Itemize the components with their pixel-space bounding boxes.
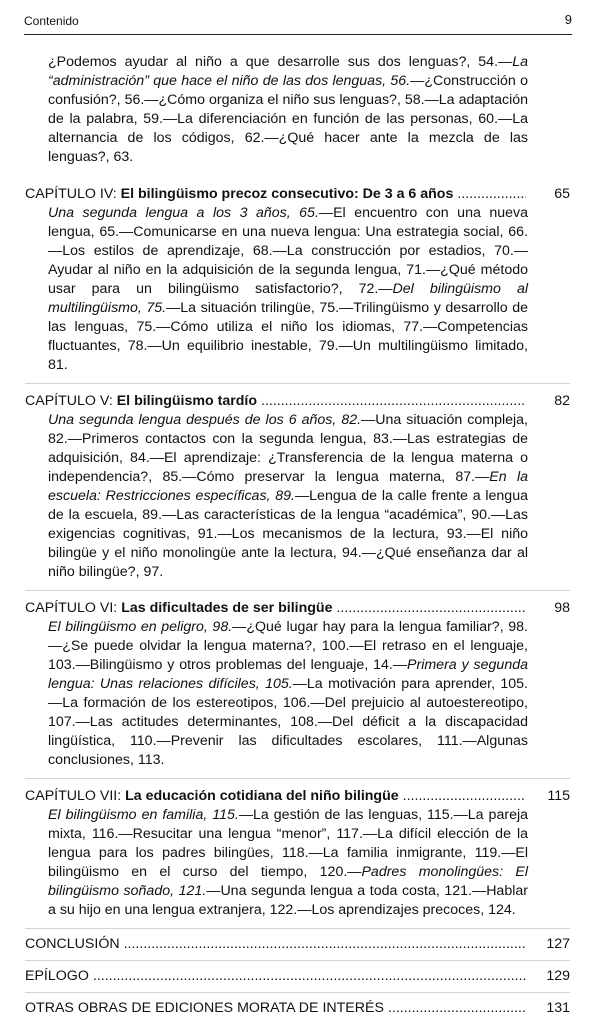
chapter-summary	[48, 204, 528, 375]
toc-entry-heading[interactable]	[25, 999, 570, 1018]
chapter-entry-vi	[25, 591, 570, 779]
page-number: 9	[564, 12, 572, 27]
subsection-text: —Una situación compleja, 82.—Primeros contactos con la segunda lengua, 83.—Las estrategias de adquisición, 84.—El aprendizaje: ¿Transferencia de la lengua materna o independencia?, 85.—Cómo preservar la lengua materna, 87.—	[48, 412, 528, 485]
chapter-page: 82	[554, 393, 570, 409]
table-of-contents	[25, 53, 570, 1024]
dot-leader	[93, 967, 526, 986]
chapter-page: 115	[547, 788, 570, 804]
section-title-italic: Una segunda lengua a los 3 años, 65.	[48, 205, 319, 221]
section-title-italic: Una segunda lengua después de los 6 años, 82.	[48, 412, 362, 428]
chapter-entry-iv	[25, 177, 570, 384]
chapter-label: CAPÍTULO VII:	[25, 788, 126, 804]
chapter-title: El bilingüismo precoz consecutivo: De 3 a 6 años	[120, 186, 454, 202]
section-title-italic: En la escuela: Restricciones específicas, 89.	[48, 469, 528, 504]
dot-leader	[124, 935, 526, 954]
toc-entry-otras-obras	[25, 993, 570, 1024]
section-title-italic: El bilingüismo en familia, 115.	[48, 807, 239, 823]
running-header	[24, 8, 572, 35]
chapter-heading[interactable]	[25, 185, 570, 204]
dot-leader	[457, 185, 526, 204]
intro-paragraph	[48, 53, 528, 167]
subsection-text: —La motivación para aprender, 105.—La formación de los estereotipos, 106.—Del prejuicio al autoestereotipo, 107.—Las actitudes determinantes, 108.—Del déficit a la discapacidad lingüística, 110.—Prevenir las dificultades escolares, 111.—Algunas conclusiones, 113.	[48, 676, 528, 768]
subsection-text: —Lengua de la calle frente a lengua de la escuela, 89.—Las características de la lengua “académica”, 90.—Las exigencias cognitivas, 91.—Los mecanismos de la lectura, 93.—El niño bilingüe y el niño monolingüe ante la lectura, 94.—¿Qué enseñanza dar al niño bilingüe?, 97.	[48, 488, 528, 580]
section-title-italic: Padres monolingües: El bilingüismo soñado, 121.	[48, 864, 528, 899]
entry-label: OTRAS OBRAS DE EDICIONES MORATA DE INTERÉS	[25, 1000, 384, 1016]
dot-leader	[261, 392, 526, 411]
entry-label: CONCLUSIÓN	[25, 936, 120, 952]
subsection-text: —El encuentro con una nueva lengua, 65.—Comunicarse en una nueva lengua: Una estrategia social, 66.—Los estilos de aprendizaje, 68.—La construcción por estadios, 70.—Ayudar al niño en la adquisición de la segunda lengua, 71.—¿Qué método usar para un bilingüismo satisfactorio?, 72.—	[48, 205, 529, 297]
subsection-text: —¿Construcción o confusión?, 56.—¿Cómo organiza el niño sus lenguas?, 58.—La adaptación de la palabra, 59.—La diferenciación en función de las personas, 60.—La alternancia de los códigos, 62.—¿Qué hacer ante la mezcla de las lenguas?, 63.	[48, 73, 529, 165]
chapter-page: 98	[554, 600, 570, 616]
subsection-text: —Una segunda lengua a toda costa, 121.—Hablar a su hijo en una lengua extranjera, 122.—Los aprendizajes precoces, 124.	[48, 883, 528, 918]
spacer	[25, 167, 570, 177]
chapter-page: 65	[554, 186, 570, 202]
chapter-title: La educación cotidiana del niño bilingüe	[125, 788, 399, 804]
chapter-heading[interactable]	[25, 392, 570, 411]
chapter-label: CAPÍTULO IV:	[25, 186, 121, 202]
subsection-text: —La situación trilingüe, 75.—Trilingüismo y desarrollo de las lenguas, 75.—Cómo utiliza el niño los idiomas, 77.—Competencias fluctuantes, 78.—Un equilibrio inestable, 79.—Un multilingüismo limitado, 81.	[48, 300, 528, 373]
entry-page: 131	[546, 1000, 570, 1016]
section-title-italic: El bilingüismo en peligro, 98.	[48, 619, 233, 635]
subsection-text: —La gestión de las lenguas, 115.—La pareja mixta, 116.—Resucitar una lengua “menor”, 117.—La difícil elección de la lengua para los padres bilingües, 118.—La familia inmigrante, 119.—El bilingüismo en el curso del tiempo, 120.—	[48, 807, 528, 880]
toc-entry-heading[interactable]	[25, 967, 570, 986]
chapter-entry-v	[25, 384, 570, 591]
chapter-entry-vii	[25, 779, 570, 929]
chapter-summary	[48, 806, 528, 920]
chapter-heading[interactable]	[25, 787, 570, 806]
subsection-text: —¿Qué lugar hay para la lengua familiar?, 98.—¿Se puede olvidar la lengua materna?, 100.—El retraso en el lenguaje, 103.—Bilingüismo y otros problemas del lenguaje, 14.—	[48, 619, 528, 673]
subsection-text: ¿Podemos ayudar al niño a que desarrolle sus dos lenguas?, 54.—	[48, 54, 513, 70]
header-title: Contenido	[24, 14, 79, 28]
chapter-summary	[48, 411, 528, 582]
chapter-label: CAPÍTULO VI:	[25, 600, 122, 616]
dot-leader	[336, 599, 526, 618]
section-title-italic: La “administración” que hace el niño de las dos lenguas, 56.	[48, 54, 528, 89]
section-title-italic: Primera y segunda lengua: Unas relaciones difíciles, 105.	[48, 657, 528, 692]
entry-label: EPÍLOGO	[25, 968, 89, 984]
dot-leader	[388, 999, 526, 1018]
toc-entry-heading[interactable]	[25, 935, 570, 954]
entry-page: 127	[546, 936, 570, 952]
entry-page: 129	[546, 968, 570, 984]
chapter-title: Las dificultades de ser bilingüe	[121, 600, 333, 616]
chapter-label: CAPÍTULO V:	[25, 393, 117, 409]
chapter-heading[interactable]	[25, 599, 570, 618]
dot-leader	[403, 787, 526, 806]
toc-entry-conclusion	[25, 929, 570, 961]
chapter-summary	[48, 618, 528, 770]
toc-entry-epilogo	[25, 961, 570, 993]
chapter-title: El bilingüismo tardío	[116, 393, 258, 409]
section-title-italic: Del bilingüismo al multilingüismo, 75.	[48, 281, 528, 316]
